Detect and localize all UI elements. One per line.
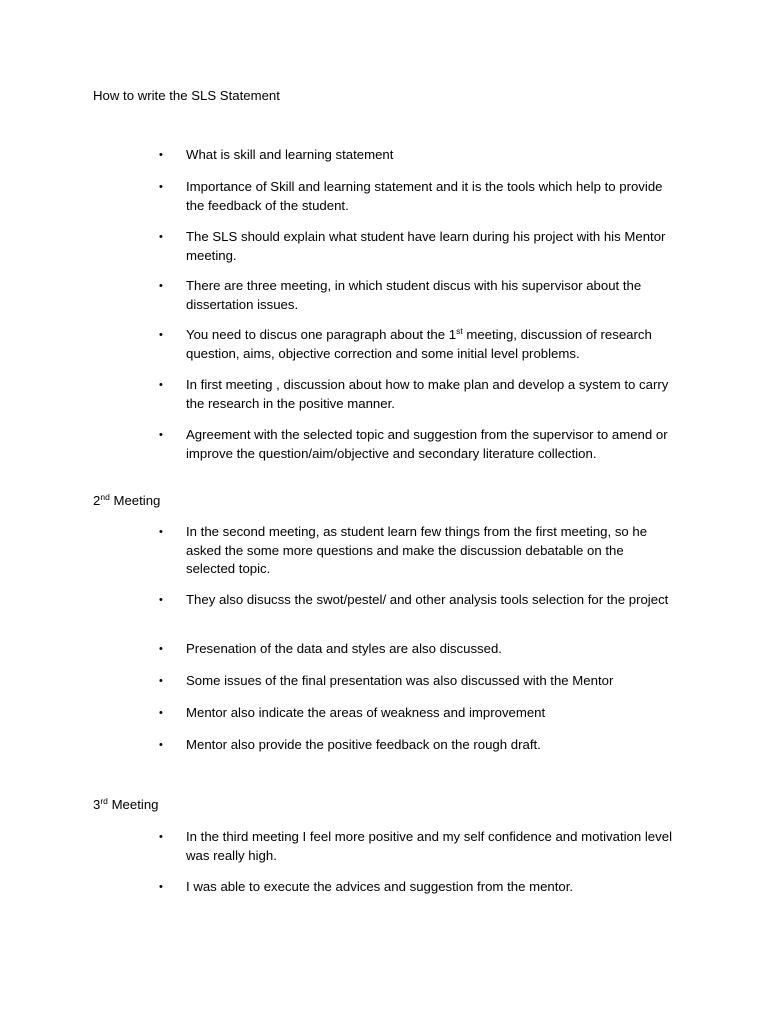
- list-item: Importance of Skill and learning statement and it is the tools which help to provide the feedback of the student.: [186, 179, 663, 213]
- ordinal-suffix: rd: [100, 796, 108, 806]
- list-item: Some issues of the final presentation was also discussed with the Mentor: [186, 673, 614, 688]
- bullet-icon: •: [159, 379, 163, 391]
- list-item: I was able to execute the advices and suggestion from the mentor.: [186, 879, 574, 894]
- list-item: [186, 326, 676, 363]
- list-item: Mentor also provide the positive feedback on the rough draft.: [186, 737, 541, 752]
- bullet-icon: •: [159, 594, 163, 606]
- list-item: The SLS should explain what student have learn during his project with his Mentor meeting.: [186, 229, 666, 263]
- list-item: In first meeting , discussion about how to make plan and develop a system to carry the research in the positive manner.: [186, 377, 669, 411]
- section-heading-third-meeting: 3rd Meeting: [93, 796, 159, 812]
- document-title: How to write the SLS Statement: [93, 88, 280, 103]
- bullet-icon: •: [159, 280, 163, 292]
- bullet-icon: •: [159, 429, 163, 441]
- list-item: Mentor also indicate the areas of weakness and improvement: [186, 705, 546, 720]
- list-item-text: You need to discus one paragraph about the 1: [186, 327, 457, 342]
- ordinal-suffix: nd: [100, 492, 110, 502]
- list-item: In the second meeting, as student learn few things from the first meeting, so he asked the some more questions and make the discussion debatable on the selected topic.: [186, 524, 648, 576]
- list-item: Agreement with the selected topic and suggestion from the supervisor to amend or improve the question/aim/objective and secondary literature collection.: [186, 427, 668, 461]
- bullet-icon: •: [159, 526, 163, 538]
- bullet-icon: •: [159, 643, 163, 655]
- bullet-icon: •: [159, 881, 163, 893]
- bullet-icon: •: [159, 707, 163, 719]
- bullet-icon: •: [159, 149, 163, 161]
- list-item-text: meeting, discussion of research question, aims, objective correction and some initial level problems.: [186, 327, 652, 361]
- bullet-icon: •: [159, 329, 163, 341]
- list-item: In the third meeting I feel more positive and my self confidence and motivation level was really high.: [186, 829, 672, 863]
- list-item: They also disucss the swot/pestel/ and other analysis tools selection for the project: [186, 592, 669, 607]
- section-heading-second-meeting: 2nd Meeting: [93, 492, 161, 508]
- list-item: There are three meeting, in which student discus with his supervisor about the dissertation issues.: [186, 278, 642, 312]
- bullet-icon: •: [159, 231, 163, 243]
- bullet-icon: •: [159, 181, 163, 193]
- list-item: What is skill and learning statement: [186, 147, 394, 162]
- bullet-icon: •: [159, 739, 163, 751]
- bullet-icon: •: [159, 675, 163, 687]
- list-item: Presenation of the data and styles are also discussed.: [186, 641, 502, 656]
- bullet-icon: •: [159, 831, 163, 843]
- ordinal-suffix: st: [456, 326, 463, 336]
